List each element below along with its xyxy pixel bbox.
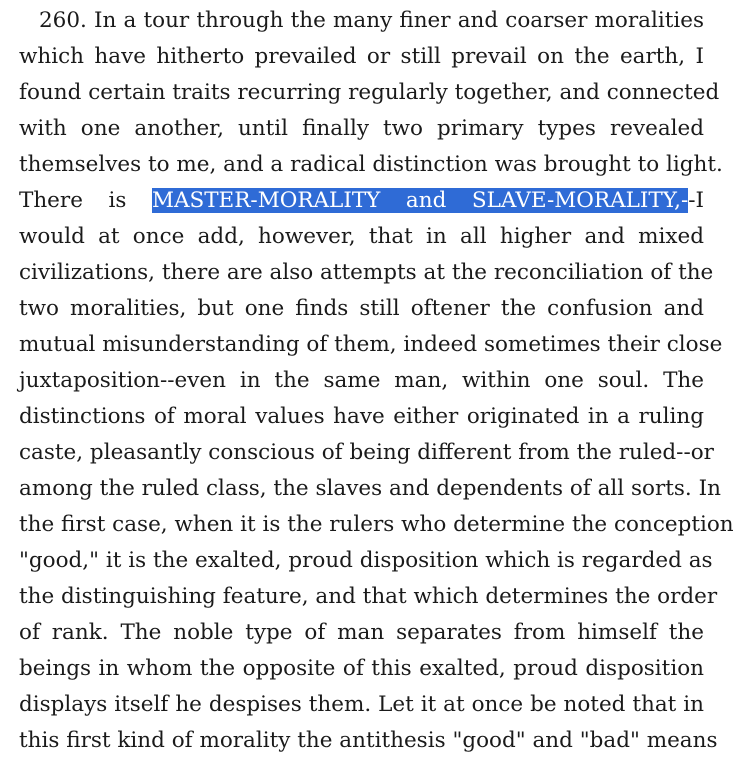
- text-line: 260. In a tour through the many finer and coarser moralities: [39, 8, 704, 33]
- text-line: of rank. The noble type of man separates from himself the: [19, 620, 704, 645]
- text-line: found certain traits recurring regularly together, and connected: [19, 80, 720, 105]
- selected-text[interactable]: MASTER-MORALITY and SLAVE-MORALITY,-: [151, 188, 689, 213]
- text-line: with one another, until finally two primary types revealed: [19, 116, 704, 141]
- text-line: distinctions of moral values have either originated in a ruling: [19, 404, 704, 429]
- text-line: two moralities, but one finds still oftener the confusion and: [19, 296, 704, 321]
- text-line: this first kind of morality the antithesis "good" and "bad" means: [19, 728, 718, 753]
- text-line: which have hitherto prevailed or still prevail on the earth, I: [19, 44, 704, 69]
- text-line: the distinguishing feature, and that which determines the order: [19, 584, 718, 609]
- text-line: the first case, when it is the rulers who determine the conception: [19, 512, 734, 537]
- text-line: displays itself he despises them. Let it at once be noted that in: [19, 692, 704, 717]
- selection-line[interactable]: [19, 183, 704, 219]
- text-after-selection: -I: [688, 188, 704, 213]
- text-line: civilizations, there are also attempts at the reconciliation of the: [19, 260, 714, 285]
- text-line: beings in whom the opposite of this exalted, proud disposition: [19, 656, 704, 681]
- text-line: themselves to me, and a radical distinction was brought to light.: [19, 152, 723, 177]
- document-body: [19, 3, 734, 759]
- text-line: mutual misunderstanding of them, indeed sometimes their close: [19, 332, 723, 357]
- text-before-selection: There is: [19, 188, 152, 213]
- text-line: would at once add, however, that in all higher and mixed: [19, 224, 704, 249]
- text-line: juxtaposition--even in the same man, within one soul. The: [19, 368, 704, 393]
- text-line: "good," it is the exalted, proud disposition which is regarded as: [19, 548, 713, 573]
- text-line: caste, pleasantly conscious of being different from the ruled--or: [19, 440, 714, 465]
- text-line: among the ruled class, the slaves and dependents of all sorts. In: [19, 476, 721, 501]
